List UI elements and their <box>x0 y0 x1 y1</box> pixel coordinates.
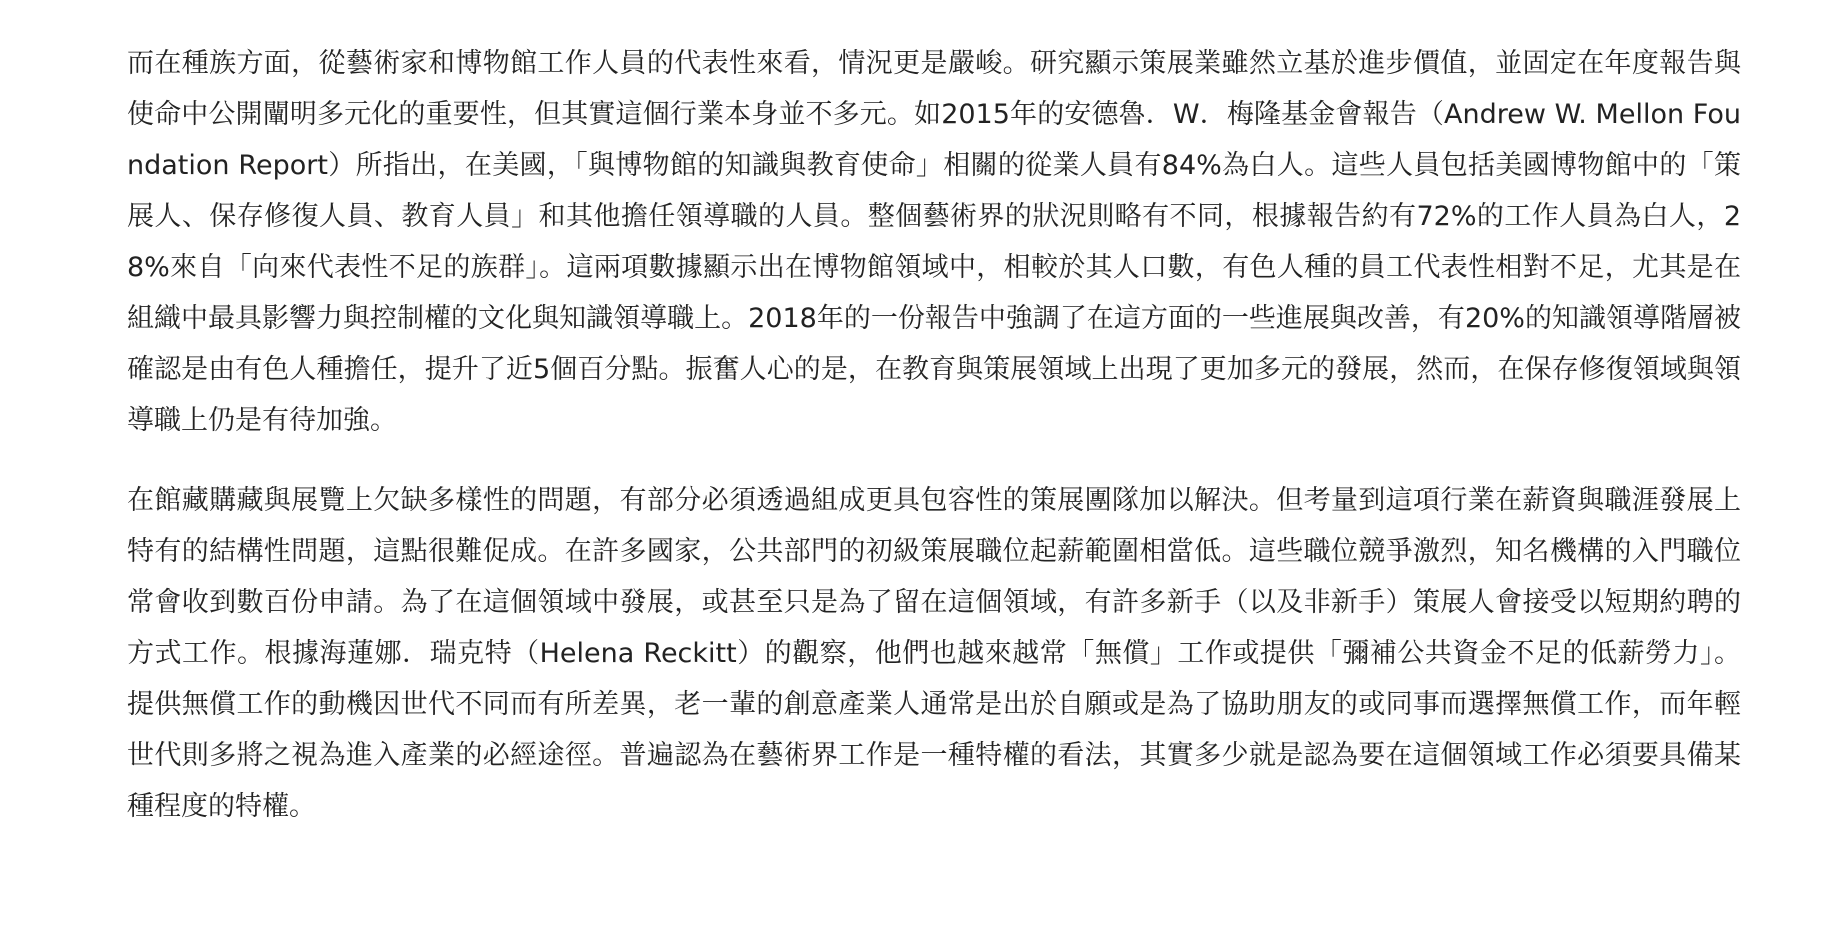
paragraph-1: 而在種族方面，從藝術家和博物館工作人員的代表性來看，情況更是嚴峻。研究顯示策展業雖然立基於進步價值，並固定在年度報告與使命中公開闡明多元化的重要性，但其實這個行業本身並不多元。如2015年的安德魯．W．梅隆基金會報告（Andrew W. Mellon Foundation Report）所指出，在美國，「與博物館的知識與教育使命」相關的從業人員有84%為白人。這些人員包括美國博物館中的「策展人、保存修復人員、教育人員」和其他擔任領導職的人員。整個藝術界的狀況則略有不同，根據報告約有72%的工作人員為白人，28%來自「向來代表性不足的族群」。這兩項數據顯示出在博物館領域中，相較於其人口數，有色人種的員工代表性相對不足，尤其是在組織中最具影響力與控制權的文化與知識領導職上。2018年的一份報告中強調了在這方面的一些進展與改善，有20%的知識領導階層被確認是由有色人種擔任，提升了近5個百分點。振奮人心的是，在教育與策展領域上出現了更加多元的發展，然而，在保存修復領域與領導職上仍是有待加強。 <box>127 48 1741 436</box>
article-body <box>127 38 1741 832</box>
paragraph-2: 在館藏購藏與展覽上欠缺多樣性的問題，有部分必須透過組成更具包容性的策展團隊加以解決。但考量到這項行業在薪資與職涯發展上特有的結構性問題，這點很難促成。在許多國家，公共部門的初級策展職位起薪範圍相當低。這些職位競爭激烈，知名機構的入門職位常會收到數百份申請。為了在這個領域中發展，或甚至只是為了留在這個領域，有許多新手（以及非新手）策展人會接受以短期約聘的方式工作。根據海蓮娜．瑞克特（Helena Reckitt）的觀察，他們也越來越常「無償」工作或提供「彌補公共資金不足的低薪勞力」。提供無償工作的動機因世代不同而有所差異，老一輩的創意產業人通常是出於自願或是為了協助朋友的或同事而選擇無償工作，而年輕世代則多將之視為進入產業的必經途徑。普遍認為在藝術界工作是一種特權的看法，其實多少就是認為要在這個領域工作必須要具備某種程度的特權。 <box>127 485 1741 822</box>
